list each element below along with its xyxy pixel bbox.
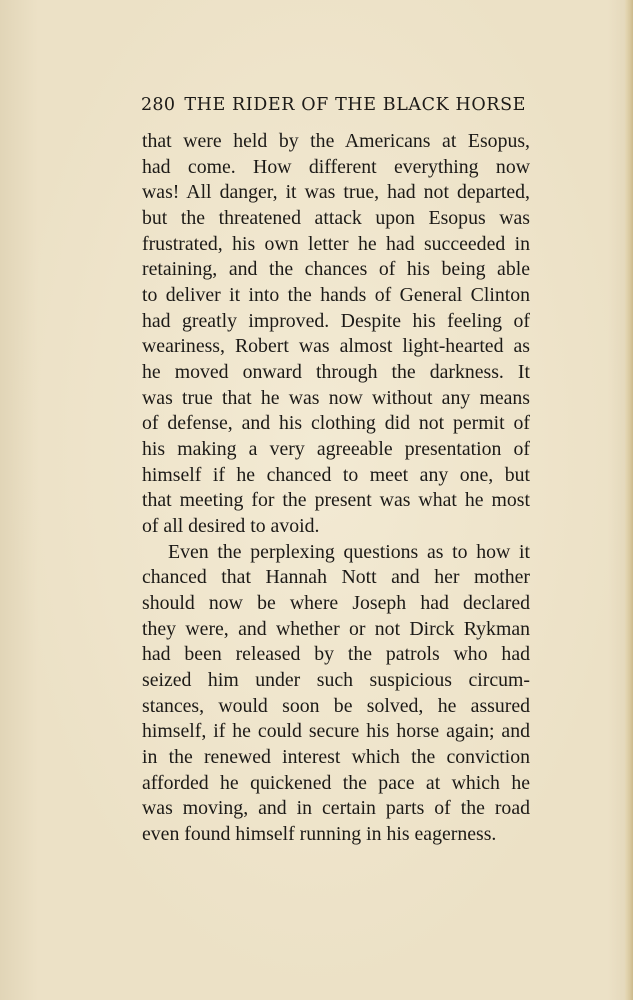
text-line: should now be where Joseph had declared — [142, 592, 530, 615]
text-line: Even the perplexing questions as to how it — [168, 540, 530, 563]
text-line: in the renewed interest which the conviction — [142, 746, 530, 769]
text-line: he moved onward through the darkness. It — [142, 361, 530, 384]
text-line: was! All danger, it was true, had not departed, — [142, 181, 530, 204]
text-line: retaining, and the chances of his being able — [142, 258, 530, 281]
text-line: himself if he chanced to meet any one, but — [142, 463, 530, 486]
book-title: THE RIDER OF THE BLACK HORSE — [184, 95, 527, 115]
text-line: frustrated, his own letter he had succeeded in — [142, 232, 530, 255]
text-line: weariness, Robert was almost light-hearted as — [142, 335, 530, 358]
text-line: of defense, and his clothing did not permit of — [142, 412, 530, 435]
text-line: had come. How different everything now — [142, 155, 530, 178]
text-line: that meeting for the present was what he most — [142, 489, 530, 512]
text-line: was true that he was now without any means — [142, 386, 530, 409]
paragraph-1 — [142, 129, 530, 540]
text-line: himself, if he could secure his horse again; and — [142, 720, 530, 743]
text-line: to deliver it into the hands of General Clinton — [142, 284, 530, 307]
text-line: chanced that Hannah Nott and her mother — [142, 566, 530, 589]
text-line: stances, would soon be solved, he assured — [142, 694, 530, 717]
paragraph-2 — [142, 540, 530, 848]
text-line: but the threatened attack upon Esopus was — [142, 207, 530, 230]
text-line: that were held by the Americans at Esopus, — [142, 130, 530, 152]
running-head — [141, 92, 531, 118]
page-number: 280 — [141, 95, 176, 115]
text-line: of all desired to avoid. — [142, 515, 320, 538]
body-text — [142, 129, 530, 848]
text-line: afforded he quickened the pace at which he — [142, 771, 530, 794]
text-line: had been released by the patrols who had — [142, 643, 530, 666]
text-line: seized him under such suspicious circum- — [142, 669, 530, 692]
page-edge — [625, 0, 633, 1000]
text-line: was moving, and in certain parts of the road — [142, 797, 530, 820]
text-line: even found himself running in his eagerness. — [142, 823, 497, 846]
text-line: his making a very agreeable presentation of — [142, 438, 530, 461]
text-line: had greatly improved. Despite his feeling of — [142, 309, 530, 332]
text-line: they were, and whether or not Dirck Rykman — [142, 617, 530, 640]
